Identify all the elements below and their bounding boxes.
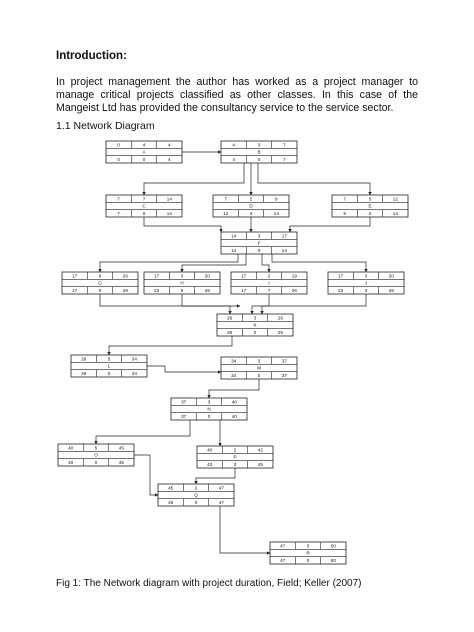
node-ls: 4 [232, 156, 235, 162]
node-lf: 47 [218, 499, 224, 505]
activity-node-c [106, 195, 182, 217]
node-ef: 20 [204, 273, 210, 279]
node-es: 14 [231, 233, 237, 239]
node-es: 45 [168, 485, 174, 491]
node-ef: 42 [257, 447, 263, 453]
activity-node-k [217, 314, 293, 336]
edge-B-C [144, 163, 244, 195]
node-name: B [257, 149, 261, 155]
node-name: C [142, 203, 146, 209]
node-es: 26 [227, 315, 233, 321]
node-tf: 0 [94, 459, 98, 465]
node-name: I [268, 280, 270, 286]
node-tf: 2 [368, 210, 372, 216]
node-lf: 45 [257, 461, 263, 467]
node-ef: 4 [168, 142, 171, 148]
node-tf: 0 [194, 499, 198, 505]
node-lf: 29 [277, 329, 283, 335]
edge-B-E [258, 163, 370, 195]
node-ls: 26 [227, 329, 233, 335]
node-tf: 0 [107, 370, 111, 376]
node-dur: 5 [94, 445, 98, 451]
node-ls: 9 [343, 210, 346, 216]
edge-Q-R [220, 506, 270, 553]
node-ef: 47 [218, 485, 224, 491]
node-es: 17 [72, 273, 78, 279]
node-ls: 23 [338, 287, 344, 293]
node-tf: 0 [142, 156, 146, 162]
node-es: 37 [181, 399, 187, 405]
figure-caption: Fig 1: The Network diagram with project duration, Field; Keller (2007) [56, 578, 362, 589]
node-tf: 0 [253, 329, 257, 335]
node-ls: 43 [207, 461, 213, 467]
node-es: 17 [241, 273, 247, 279]
node-es: 0 [117, 142, 120, 148]
node-name: K [253, 322, 257, 328]
node-tf: 0 [257, 156, 261, 162]
node-ef: 29 [277, 315, 283, 321]
intro-paragraph: In project management the author has worked as a project manager to manage critical projects classified as other classes. In this case of the Mangeist Ltd has provided the consultancy service to the service sector. [56, 76, 418, 115]
node-ef: 7 [283, 142, 286, 148]
activity-node-a [106, 141, 182, 163]
node-tf: 0 [142, 210, 146, 216]
activity-node-p [197, 446, 273, 468]
node-tf: 0 [306, 557, 310, 563]
activity-node-h [144, 272, 220, 294]
edge-G-K [100, 294, 230, 314]
activity-node-l [71, 355, 147, 377]
node-ls: 37 [181, 413, 187, 419]
node-es: 4 [232, 142, 235, 148]
node-name: F [257, 240, 261, 246]
node-dur: 5 [368, 196, 372, 202]
node-dur: 3 [257, 233, 261, 239]
edge-I-K [252, 294, 269, 314]
node-ls: 0 [117, 156, 120, 162]
node-tf: 3 [249, 210, 253, 216]
node-ls: 7 [117, 210, 120, 216]
node-tf: 5 [180, 287, 184, 293]
node-dur: 2 [233, 447, 237, 453]
node-ef: 9 [275, 196, 278, 202]
node-ls: 47 [280, 557, 286, 563]
edge-P-Q [196, 468, 235, 484]
node-dur: 3 [306, 543, 310, 549]
node-dur: 3 [207, 399, 211, 405]
node-lf: 45 [118, 459, 124, 465]
node-dur: 2 [267, 273, 271, 279]
activity-node-n [171, 398, 247, 420]
node-ls: 40 [68, 459, 74, 465]
node-name: R [306, 550, 310, 556]
node-dur: 3 [257, 358, 261, 364]
node-name: G [98, 280, 102, 286]
node-ef: 17 [281, 233, 287, 239]
node-ef: 40 [231, 399, 237, 405]
page-heading: Introduction: [56, 50, 127, 62]
node-ef: 37 [281, 358, 287, 364]
node-name: E [368, 203, 372, 209]
edge-O-Q [134, 455, 158, 495]
activity-node-g [62, 272, 138, 294]
section-title: 1.1 Network Diagram [56, 120, 155, 132]
node-lf: 14 [273, 210, 279, 216]
node-ls: 12 [223, 210, 229, 216]
node-lf: 14 [166, 210, 172, 216]
node-ls: 23 [154, 287, 160, 293]
node-ls: 34 [231, 372, 237, 378]
edge-H-K [182, 294, 240, 306]
node-ef: 50 [330, 543, 336, 549]
edge-E-F [290, 217, 370, 232]
edge-F-H [182, 254, 246, 272]
node-name: O [94, 452, 98, 458]
node-dur: 9 [98, 273, 102, 279]
node-es: 47 [280, 543, 286, 549]
activity-node-b [221, 141, 297, 163]
node-ef: 20 [388, 273, 394, 279]
activity-node-m [221, 357, 297, 379]
edge-C-F [144, 217, 221, 232]
node-tf: 3 [233, 461, 237, 467]
node-lf: 14 [392, 210, 398, 216]
node-ef: 14 [166, 196, 172, 202]
node-ef: 34 [131, 356, 137, 362]
node-lf: 4 [168, 156, 171, 162]
activity-node-i [231, 272, 307, 294]
node-ef: 26 [122, 273, 128, 279]
node-ef: 19 [291, 273, 297, 279]
edge-K-L [109, 336, 232, 355]
node-tf: 0 [207, 413, 211, 419]
node-dur: 5 [107, 356, 111, 362]
activity-node-j [328, 272, 404, 294]
node-es: 34 [231, 358, 237, 364]
node-es: 7 [117, 196, 120, 202]
node-es: 7 [224, 196, 227, 202]
edge-F-I [262, 254, 269, 272]
node-ls: 14 [231, 247, 237, 253]
node-tf: 0 [98, 287, 102, 293]
node-dur: 4 [142, 142, 146, 148]
node-es: 17 [154, 273, 160, 279]
node-name: A [142, 149, 146, 155]
node-tf: 0 [257, 247, 261, 253]
node-dur: 7 [142, 196, 146, 202]
node-ef: 45 [118, 445, 124, 451]
node-es: 40 [68, 445, 74, 451]
node-ls: 17 [72, 287, 78, 293]
node-ls: 45 [168, 499, 174, 505]
activity-node-r [270, 542, 346, 564]
node-name: P [233, 454, 237, 460]
node-es: 7 [343, 196, 346, 202]
node-ls: 17 [241, 287, 247, 293]
node-lf: 26 [122, 287, 128, 293]
edge-N-O [96, 420, 190, 444]
node-name: Q [194, 492, 198, 498]
node-dur: 3 [257, 142, 261, 148]
node-dur: 2 [194, 485, 198, 491]
node-es: 40 [207, 447, 213, 453]
edge-J-K [262, 294, 366, 314]
node-lf: 37 [281, 372, 287, 378]
node-tf: 0 [257, 372, 261, 378]
node-name: M [257, 365, 261, 371]
edge-L-M [147, 366, 221, 372]
edge-M-N [209, 379, 259, 398]
node-es: 17 [338, 273, 344, 279]
edge-F-G [100, 254, 238, 272]
node-name: L [107, 363, 111, 369]
node-lf: 26 [204, 287, 210, 293]
node-lf: 50 [330, 557, 336, 563]
node-dur: 2 [249, 196, 253, 202]
node-lf: 34 [131, 370, 137, 376]
node-name: D [249, 203, 253, 209]
node-name: H [180, 280, 184, 286]
node-es: 29 [81, 356, 87, 362]
node-dur: 3 [364, 273, 368, 279]
activity-node-q [158, 484, 234, 506]
node-dur: 3 [180, 273, 184, 279]
edge-F-J [272, 254, 366, 272]
node-tf: 7 [267, 287, 271, 293]
node-name: N [207, 406, 211, 412]
node-lf: 14 [281, 247, 287, 253]
node-lf: 26 [388, 287, 394, 293]
node-dur: 3 [253, 315, 257, 321]
activity-node-d [213, 195, 289, 217]
node-ef: 12 [392, 196, 398, 202]
activity-node-e [332, 195, 408, 217]
node-lf: 26 [291, 287, 297, 293]
activity-node-o [58, 444, 134, 466]
node-lf: 40 [231, 413, 237, 419]
node-tf: 3 [364, 287, 368, 293]
activity-node-f [221, 232, 297, 254]
node-name: J [364, 280, 368, 286]
node-lf: 7 [283, 156, 286, 162]
node-ls: 29 [81, 370, 87, 376]
